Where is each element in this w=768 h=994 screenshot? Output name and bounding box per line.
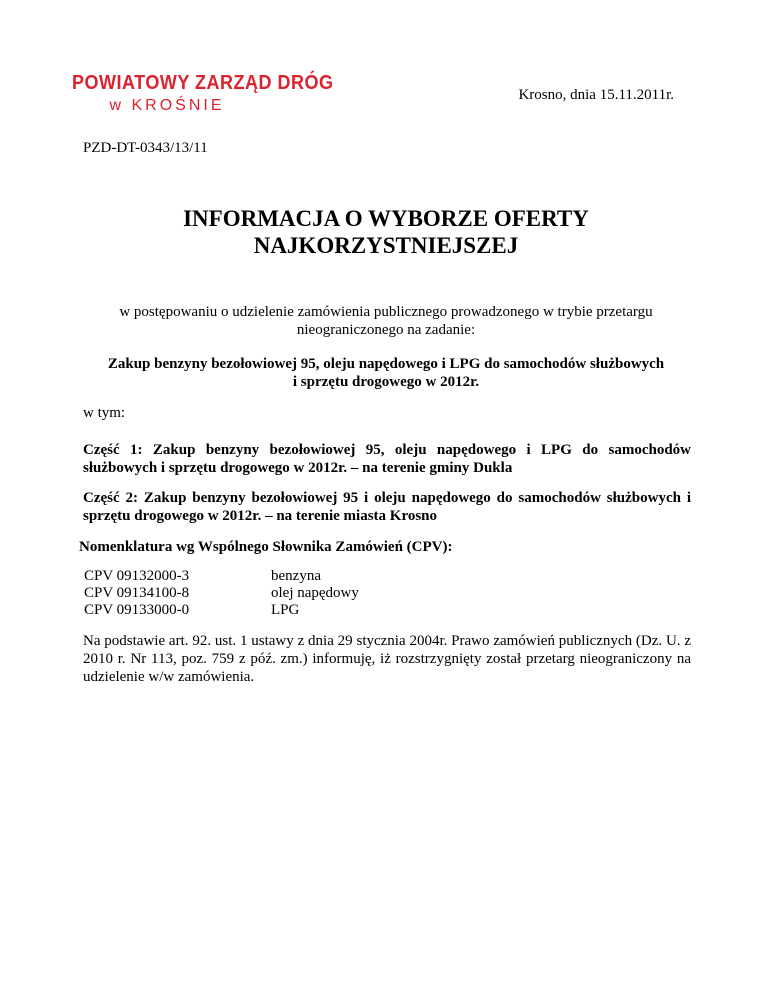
cpv-row — [84, 568, 359, 585]
stamp-org-city: w KROŚNIE — [109, 97, 225, 114]
intro-paragraph: w postępowaniu o udzielenie zamówienia publicznego prowadzonego w trybie przetargu nieograniczonego na zadanie: — [119, 304, 653, 338]
subject-line-2: i sprzętu drogowego w 2012r. — [292, 374, 480, 390]
cpv-table — [84, 568, 359, 619]
subject-line-1: Zakup benzyny bezołowiowej 95, oleju napędowego i LPG do samochodów służbowych — [107, 356, 665, 372]
cpv-name: benzyna — [271, 568, 321, 584]
cpv-code: CPV 09133000-0 — [84, 602, 190, 618]
place-and-date: Krosno, dnia 15.11.2011r. — [518, 87, 674, 103]
part-2-description: Część 2: Zakup benzyny bezołowiowej 95 i oleju napędowego do samochodów służbowych i sprzętu drogowego w 2012r. – na terenie miasta Krosno — [83, 490, 691, 524]
closing-paragraph: Na podstawie art. 92. ust. 1 ustawy z dnia 29 stycznia 2004r. Prawo zamówień publicznych (Dz. U. z 2010 r. Nr 113, poz. 759 z póź. zm.) informuję, iż rozstrzygnięty został przetarg nieograniczony na udzielenie w/w zamówienia. — [83, 633, 691, 685]
cpv-name: olej napędowy — [271, 585, 359, 601]
procurement-subject — [80, 355, 692, 391]
title-line-2: NAJKORZYSTNIEJSZEJ — [253, 233, 519, 258]
in-this-label: w tym: — [83, 405, 126, 421]
organization-stamp — [72, 70, 334, 115]
reference-number: PZD-DT-0343/13/11 — [83, 140, 208, 156]
cpv-row — [84, 585, 359, 602]
cpv-code: CPV 09132000-3 — [84, 568, 190, 584]
title-line-1: INFORMACJA O WYBORZE OFERTY — [183, 206, 589, 231]
stamp-org-name: POWIATOWY ZARZĄD DRÓG — [72, 70, 334, 94]
cpv-heading: Nomenklatura wg Wspólnego Słownika Zamówień (CPV): — [79, 539, 453, 555]
part-1-description: Część 1: Zakup benzyny bezołowiowej 95, oleju napędowego i LPG do samochodów służbowych i sprzętu drogowego w 2012r. – na terenie gminy Dukla — [83, 442, 691, 476]
cpv-code: CPV 09134100-8 — [84, 585, 190, 601]
cpv-row — [84, 602, 359, 619]
document-title — [80, 205, 692, 259]
cpv-name: LPG — [271, 602, 300, 618]
